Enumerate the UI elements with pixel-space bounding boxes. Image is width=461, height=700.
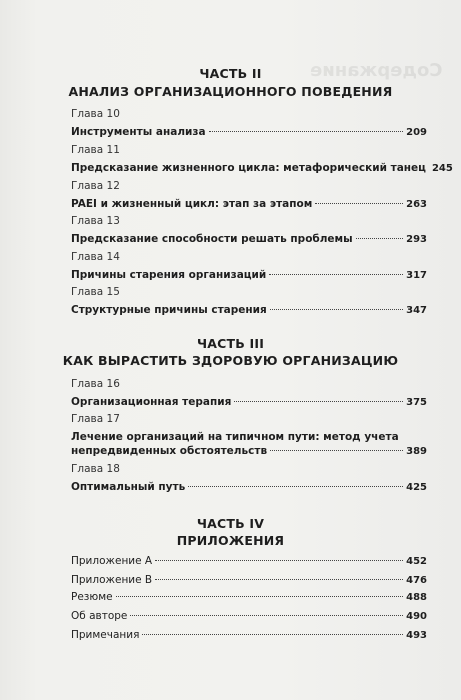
dot-leader (356, 238, 403, 239)
page-number: 389 (406, 446, 427, 457)
page-number: 375 (406, 397, 427, 408)
chapter-number: Глава 16 (71, 378, 120, 390)
chapter-number: Глава 17 (71, 413, 120, 425)
chapter-title: PAEI и жизненный цикл: этап за этапом (71, 198, 313, 210)
chapter-title: Оптимальный путь (71, 481, 186, 493)
part-2-title: АНАЛИЗ ОРГАНИЗАЦИОННОГО ПОВЕДЕНИЯ (68, 84, 393, 99)
chapter-number: Глава 15 (71, 286, 120, 298)
page-number: 490 (406, 611, 427, 622)
page-number: 245 (431, 163, 453, 174)
toc-entry-ch13[interactable] (71, 215, 427, 247)
dot-leader (188, 486, 403, 487)
page-number: 493 (406, 630, 427, 641)
toc-entry-about-author[interactable] (71, 609, 427, 624)
chapter-title: Предсказание жизненного цикла: метафорический танец (71, 162, 426, 174)
dot-leader (130, 615, 403, 616)
chapter-title: Предсказание способности решать проблемы (71, 233, 353, 245)
dot-leader (142, 634, 403, 635)
dot-leader (155, 579, 403, 580)
part-4-title: ПРИЛОЖЕНИЯ (176, 533, 285, 548)
toc-entry-ch12[interactable] (71, 180, 427, 212)
entry-title: Об авторе (71, 610, 128, 622)
chapter-number: Глава 11 (71, 144, 120, 156)
entry-title: Приложение А (71, 555, 153, 567)
entry-title: Резюме (71, 591, 113, 603)
chapter-title: Организационная терапия (71, 396, 232, 408)
part-3-title: КАК ВЫРАСТИТЬ ЗДОРОВУЮ ОРГАНИЗАЦИЮ (62, 353, 399, 368)
page-number: 263 (406, 199, 427, 210)
page-number: 452 (406, 556, 427, 567)
dot-leader (269, 274, 403, 275)
part-3-label: ЧАСТЬ III (196, 336, 265, 351)
dot-leader (234, 401, 403, 402)
page-number: 347 (406, 305, 427, 316)
page-number: 425 (406, 482, 427, 493)
bleed-through-heading: Содержание (310, 60, 443, 81)
chapter-number: Глава 10 (71, 108, 120, 120)
dot-leader (116, 596, 404, 597)
part-2-label: ЧАСТЬ II (199, 66, 262, 81)
toc-entry-notes[interactable] (71, 628, 427, 643)
chapter-number: Глава 14 (71, 251, 120, 263)
chapter-title: Причины старения организаций (71, 269, 267, 281)
toc-entry-ch17[interactable] (71, 413, 427, 459)
page-number: 317 (406, 270, 427, 281)
entry-title: Приложение В (71, 574, 153, 586)
chapter-title: Структурные причины старения (71, 304, 267, 316)
toc-entry-ch16[interactable] (71, 378, 427, 410)
toc-entry-ch10[interactable] (71, 108, 427, 140)
toc-entry-appendix-a[interactable] (71, 554, 427, 569)
dot-leader (155, 560, 403, 561)
toc-entry-appendix-b[interactable] (71, 573, 427, 588)
dot-leader (270, 450, 403, 451)
toc-entry-ch18[interactable] (71, 463, 427, 495)
toc-entry-ch11[interactable] (71, 144, 453, 176)
chapter-title-line-2: непредвиденных обстоятельств (71, 445, 268, 457)
page-number: 209 (406, 127, 427, 138)
toc-entry-summary[interactable] (71, 590, 427, 605)
dot-leader (209, 131, 404, 132)
entry-title: Примечания (71, 629, 140, 641)
chapter-number: Глава 13 (71, 215, 120, 227)
part-4-label: ЧАСТЬ IV (196, 516, 265, 531)
page-number: 488 (406, 592, 427, 603)
toc-entry-ch14[interactable] (71, 251, 427, 283)
chapter-number: Глава 18 (71, 463, 120, 475)
chapter-title: Инструменты анализа (71, 126, 206, 138)
dot-leader (270, 309, 403, 310)
toc-entry-ch15[interactable] (71, 286, 427, 318)
dot-leader (315, 203, 403, 204)
chapter-number: Глава 12 (71, 180, 120, 192)
chapter-title-line-1: Лечение организаций на типичном пути: метод учета (71, 431, 399, 443)
page-number: 293 (406, 234, 427, 245)
page-number: 476 (406, 575, 427, 586)
